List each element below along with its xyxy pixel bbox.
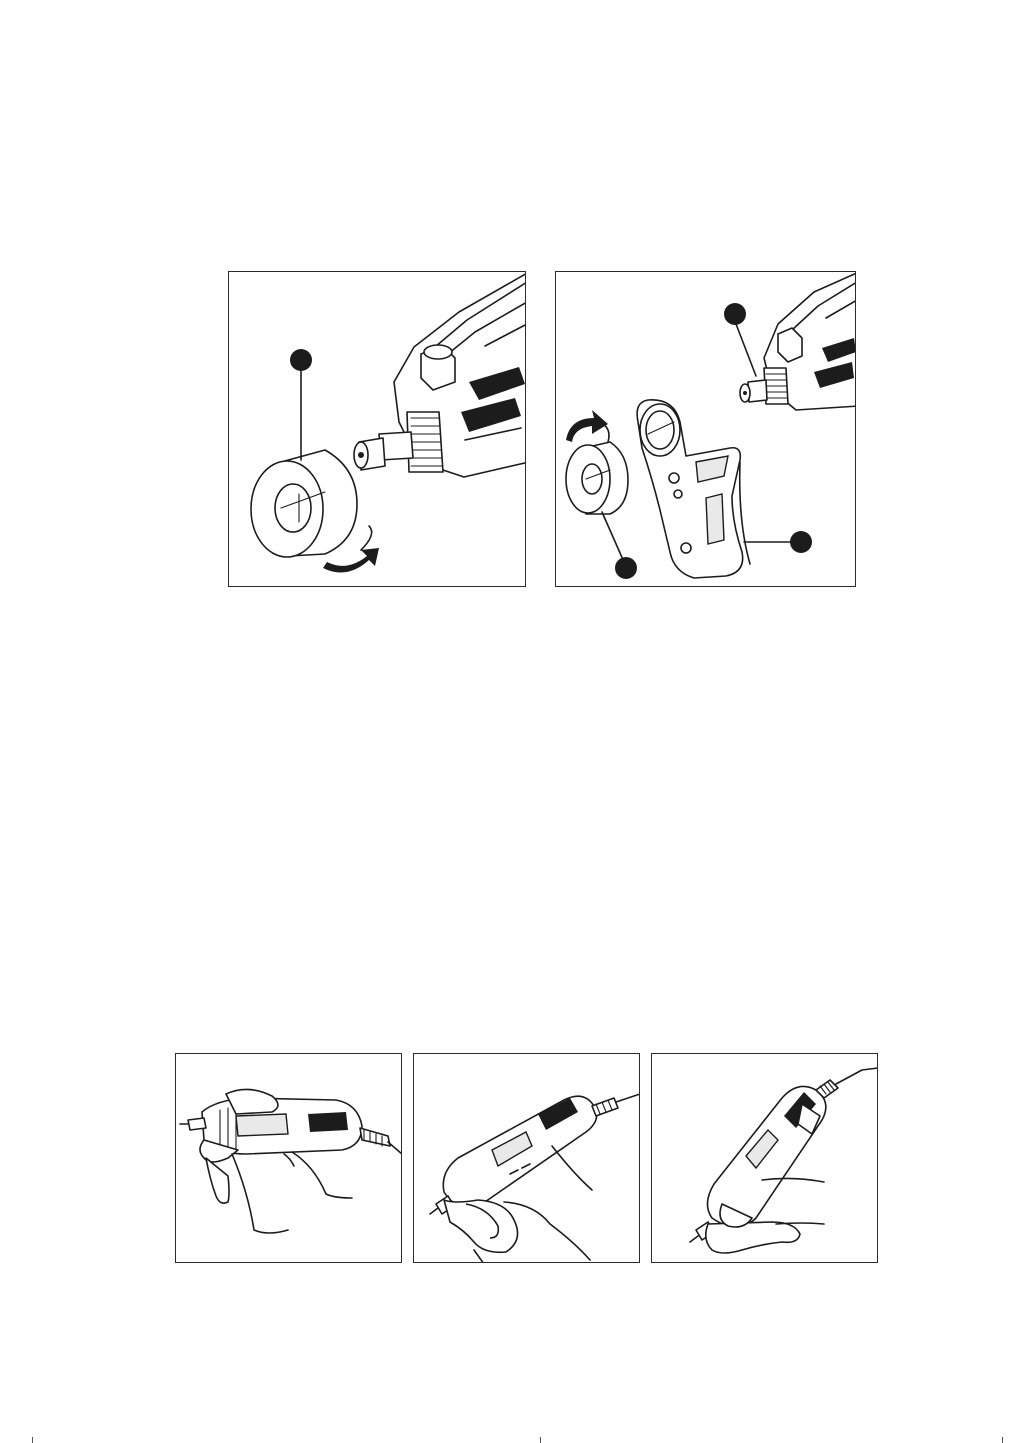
- handle-attachment-icon: [637, 400, 750, 578]
- rotate-arrow-icon: [566, 410, 609, 442]
- rotary-tool-head-icon: [354, 272, 526, 477]
- figure-handle-attach: [555, 271, 856, 587]
- callout-marker: [790, 531, 812, 553]
- leader-line: [736, 324, 756, 376]
- figure-handle-attach-drawing: [556, 272, 856, 587]
- crop-mark: [538, 1437, 544, 1443]
- callout-marker: [615, 557, 637, 579]
- figure-grip-underhand: [413, 1053, 640, 1263]
- grip-ring-icon: [251, 450, 357, 557]
- rotary-tool-icon: [430, 1094, 640, 1214]
- figure-grip-downward-drawing: [652, 1054, 878, 1263]
- figure-ring-removal-drawing: [229, 272, 526, 587]
- leader-line: [602, 512, 624, 562]
- figure-grip-pencil: [175, 1053, 402, 1263]
- figure-grip-pencil-drawing: [176, 1054, 402, 1263]
- grip-ring-icon: [566, 442, 628, 514]
- figure-ring-removal: [228, 271, 526, 587]
- callout-marker: [724, 303, 746, 325]
- rotary-tool-head-icon: [740, 272, 856, 410]
- callout-marker: [290, 349, 312, 371]
- crop-mark: [30, 1437, 36, 1443]
- figure-grip-downward: [651, 1053, 878, 1263]
- crop-mark: [1000, 1437, 1006, 1443]
- figure-grip-underhand-drawing: [414, 1054, 640, 1263]
- rotary-tool-icon: [690, 1068, 878, 1242]
